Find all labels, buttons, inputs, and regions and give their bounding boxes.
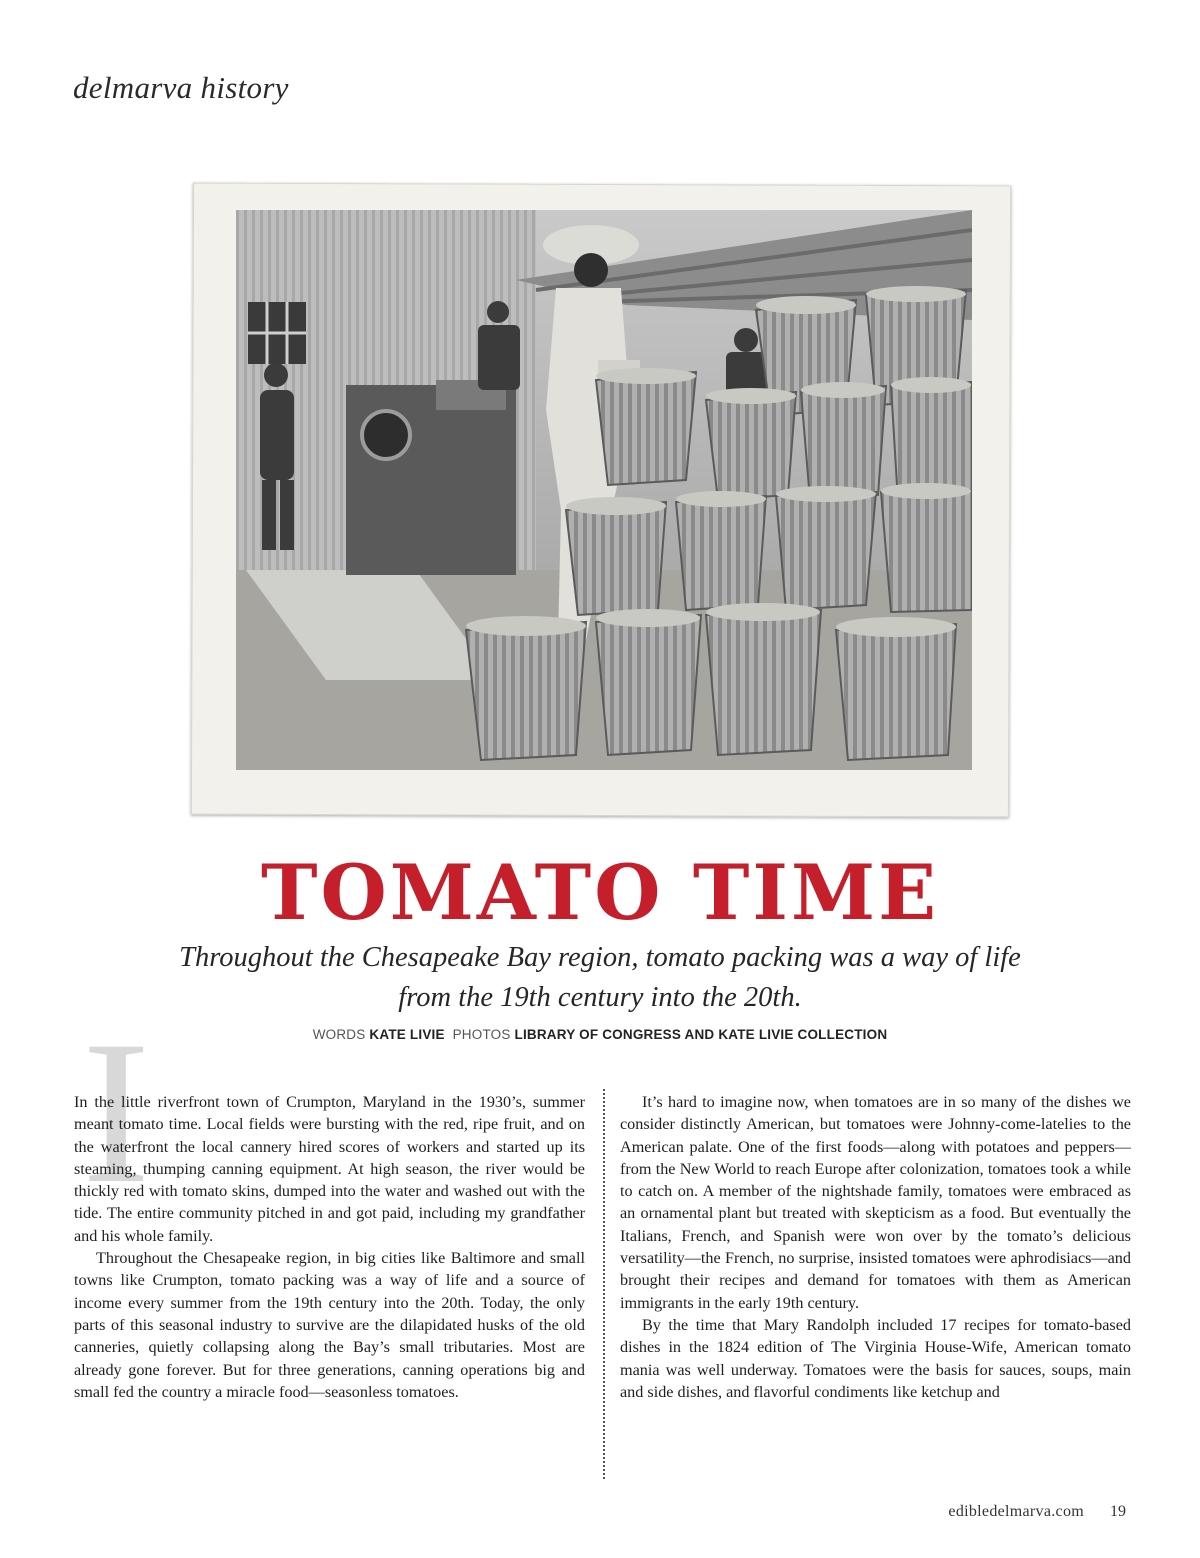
paragraph: By the time that Mary Randolph included 17 recipes for tomato-based dishes in the 1824 edition of The Virginia House-Wife, American tomato mania was well underway. Tomatoes were the basis for sauces, soups, main and side dishes, and flavorful condiments like ketchup and [620, 1315, 1131, 1401]
photos-name: LIBRARY OF CONGRESS AND KATE LIVIE COLLECTION [514, 1027, 888, 1042]
page-number: 19 [1110, 1503, 1126, 1520]
dek [150, 938, 1050, 1018]
paragraph: It’s hard to imagine now, when tomatoes are in so many of the dishes we consider distinctly American, but tomatoes were Johnny-come-latelies to the American palate. One of the first foods—along with potatoes and peppers—from the New World to reach Europe after colonization, tomatoes took a while to catch on. A member of the nightshade family, tomatoes were embraced as an ornamental plant but treated with skepticism as a food. But eventually the Italians, French, and Spanish were won over by the tomato’s delicious versatility—the French, no surprise, insisted tomatoes were aphrodisiacs—and brought their recipes and demand for tomatoes with them as American immigrants in the early 19th century. [620, 1093, 1131, 1312]
column-divider [603, 1089, 605, 1479]
article-column-left [74, 1091, 585, 1403]
photos-label: PHOTOS [452, 1027, 511, 1042]
words-label: WORDS [312, 1027, 366, 1042]
cannery-photo [236, 210, 972, 770]
article-column-right [620, 1091, 1131, 1403]
headline: TOMATO TIME [260, 848, 940, 937]
words-name: KATE LIVIE [369, 1027, 445, 1042]
paragraph: Throughout the Chesapeake region, in big cities like Baltimore and small towns like Crumpton, tomato packing was a way of life and a source of income every summer from the 19th century into the 20th. Today, the only parts of this seasonal industry to survive are the dilapidated husks of the old canneries, quietly collapsing along the Bay’s small tributaries. Most are already gone forever. But for three generations, canning operations big and small fed the country a miracle food—seasonless tomatoes. [74, 1249, 585, 1401]
paragraph: In the little riverfront town of Crumpton, Maryland in the 1930’s, summer meant tomato time. Local fields were bursting with the red, ripe fruit, and on the waterfront the local cannery hired scores of workers and started up its steaming, thumping canning equipment. At high season, the river would be thickly red with tomato skins, dumped into the water and washed out with the tide. The entire community pitched in and got paid, including my grandfather and his whole family. [74, 1093, 585, 1245]
drop-cap: I [82, 999, 151, 1226]
dek-line-1: Throughout the Chesapeake Bay region, tomato packing was a way of life [179, 942, 1021, 973]
cannery-photo-illustration [236, 210, 972, 770]
credits [0, 1027, 1200, 1042]
section-label: delmarva history [73, 70, 289, 105]
dek-line-2: from the 19th century into the 20th. [398, 982, 802, 1013]
footer-site: edibledelmarva.com [948, 1503, 1084, 1520]
